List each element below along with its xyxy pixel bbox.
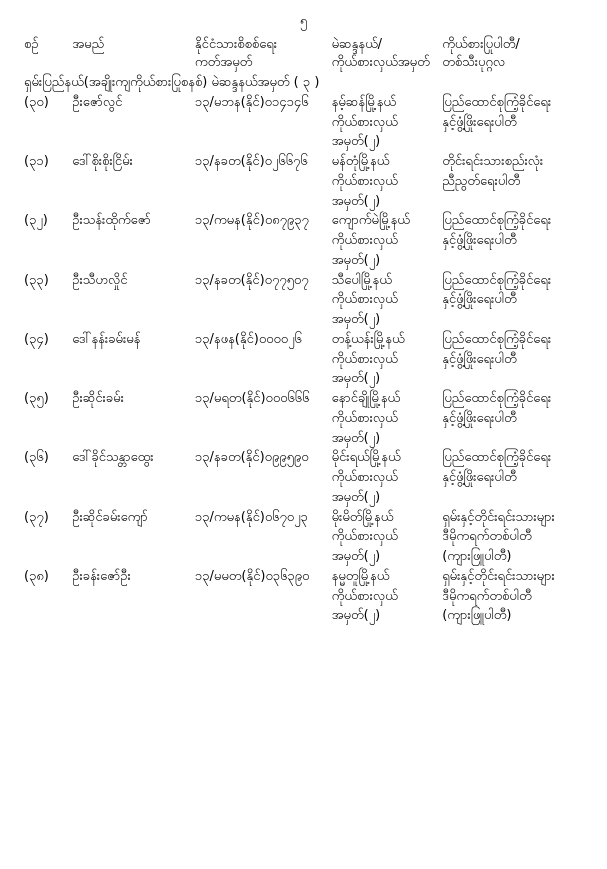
row-party-line-2: နှင့်ဖွံ့ဖြိုးရေးပါတီ bbox=[442, 292, 517, 308]
table-row bbox=[24, 152, 583, 211]
row-name: ဦးသန်းထိုက်ဇော် bbox=[72, 213, 151, 229]
table-row bbox=[24, 567, 583, 626]
table-header bbox=[24, 36, 583, 93]
row-constituency-line-1: ကျောက်မဲမြို့နယ် bbox=[331, 213, 410, 229]
row-constituency-line-3: အမှတ်(၂) bbox=[331, 134, 381, 150]
row-constituency-line-2: ကိုယ်စားလှယ် bbox=[331, 529, 398, 545]
row-constituency-line-3: အမှတ်(၂) bbox=[331, 430, 381, 446]
row-party-line-2: နှင့်ဖွံ့ဖြိုးရေးပါတီ bbox=[442, 351, 517, 367]
row-party-line-2: နှင့်ဖွံ့ဖြိုးရေးပါတီ bbox=[442, 114, 517, 130]
row-nrc: ၁၃/နခတ(နိုင်)၀၉၉၅၉၀ bbox=[194, 450, 309, 466]
row-constituency bbox=[332, 152, 443, 211]
row-party-line-3: (ကျားဖြူပါတီ) bbox=[442, 549, 512, 565]
table-row bbox=[24, 508, 583, 567]
row-party bbox=[442, 567, 583, 626]
candidate-table bbox=[24, 36, 583, 626]
column-header-name bbox=[72, 36, 195, 74]
row-party bbox=[442, 389, 583, 448]
row-name: ဒေါ်စိုးစိုးငြိမ်း bbox=[72, 154, 133, 170]
row-constituency bbox=[332, 271, 443, 330]
row-party-line-3: (ကျားဖြူပါတီ) bbox=[442, 608, 512, 624]
row-nrc: ၁၃/ကမန(နိုင်)၀၆၇၀၂၃ bbox=[194, 509, 308, 525]
row-party-line-1: ရှမ်းနှင့်တိုင်းရင်းသားများ bbox=[442, 568, 555, 584]
row-party-line-1: ပြည်ထောင်စုကြံ့ခိုင်ရေး bbox=[442, 391, 552, 407]
table-row bbox=[24, 330, 583, 389]
column-header-constituency-line-1: မဲဆန္ဒနယ်/ bbox=[331, 36, 383, 52]
row-name: ဦးခန်းဇော်ဦး bbox=[72, 568, 131, 584]
row-constituency-line-3: အမှတ်(၂) bbox=[331, 608, 381, 624]
row-constituency-line-1: မိုင်းရယ်မြို့နယ် bbox=[331, 450, 401, 466]
row-constituency-line-2: ကိုယ်စားလှယ် bbox=[331, 292, 398, 308]
row-party bbox=[442, 508, 583, 567]
row-party-line-1: တိုင်းရင်းသားစည်းလုံး bbox=[442, 154, 544, 170]
column-header-no bbox=[24, 36, 72, 74]
row-constituency-line-2: ကိုယ်စားလှယ် bbox=[331, 351, 398, 367]
row-constituency-line-3: အမှတ်(၂) bbox=[331, 193, 381, 209]
row-constituency-line-1: နမ္မတူမြို့နယ် bbox=[331, 568, 390, 584]
row-constituency bbox=[332, 93, 443, 152]
row-constituency-line-3: အမှတ်(၂) bbox=[331, 371, 381, 387]
row-constituency-line-2: ကိုယ်စားလှယ် bbox=[331, 173, 398, 189]
section-title: ရှမ်းပြည်နယ်(အချိုးကျကိုယ်စားပြုစနစ်) မဲဆန္ဒနယ်အမှတ် ( ၃ ) bbox=[24, 75, 320, 91]
table-row bbox=[24, 448, 583, 507]
row-party bbox=[442, 152, 583, 211]
row-constituency bbox=[332, 448, 443, 507]
row-name: ဦးဆိုင်ခမ်းကျော် bbox=[72, 509, 148, 525]
page-number: ၅ bbox=[299, 14, 308, 29]
row-constituency-line-2: ကိုယ်စားလှယ် bbox=[331, 410, 398, 426]
row-name: ဦးသီဟလှိုင် bbox=[72, 272, 128, 288]
row-constituency-line-2: ကိုယ်စားလှယ် bbox=[331, 233, 398, 249]
row-constituency-line-2: ကိုယ်စားလှယ် bbox=[331, 588, 398, 604]
row-no: (၃၆) bbox=[24, 450, 49, 466]
row-party-line-1: ပြည်ထောင်စုကြံ့ခိုင်ရေး bbox=[442, 331, 552, 347]
table-row bbox=[24, 93, 583, 152]
row-name: ဦးဆိုင်းခမ်း bbox=[72, 391, 124, 407]
row-constituency bbox=[332, 211, 443, 270]
column-header-nrc bbox=[195, 36, 332, 74]
row-nrc: ၁၃/နခတ(နိုင်)၀၇၇၅၀၇ bbox=[194, 272, 309, 288]
row-nrc: ၁၃/နခတ(နိုင်)၀၂၆၆၇၆ bbox=[194, 154, 308, 170]
row-nrc: ၁၃/မမတ(နိုင်)၀၃၆၃၉၀ bbox=[194, 568, 310, 584]
row-party-line-1: ပြည်ထောင်စုကြံ့ခိုင်ရေး bbox=[442, 94, 552, 110]
table-row bbox=[24, 211, 583, 270]
table-header-row bbox=[24, 36, 583, 74]
column-header-party-line-1: ကိုယ်စားပြုပါတီ/ bbox=[442, 36, 520, 52]
row-no: (၃၈) bbox=[24, 568, 49, 584]
row-constituency-line-2: ကိုယ်စားလှယ် bbox=[331, 470, 398, 486]
row-party-line-1: ရှမ်းနှင့်တိုင်းရင်းသားများ bbox=[442, 509, 555, 525]
row-no: (၃၇) bbox=[24, 509, 49, 525]
column-header-party-line-2: တစ်သီးပုဂ္ဂလ bbox=[442, 55, 506, 71]
row-nrc: ၁၃/ကမန(နိုင်)၀၈၇၉၃၇ bbox=[194, 213, 309, 229]
table-row bbox=[24, 389, 583, 448]
row-constituency bbox=[332, 389, 443, 448]
column-header-nrc-line-1: နိုင်ငံသားစိစစ်ရေး bbox=[194, 36, 278, 52]
column-header-nrc-line-2: ကတ်အမှတ် bbox=[194, 55, 253, 71]
row-nrc: ၁၃/နဖန(နိုင်)၀၀၀၀၂၆ bbox=[194, 331, 302, 347]
row-constituency-line-3: အမှတ်(၂) bbox=[331, 549, 381, 565]
row-party-line-2: နှင့်ဖွံ့ဖြိုးရေးပါတီ bbox=[442, 470, 517, 486]
row-no: (၃၃) bbox=[24, 272, 49, 288]
row-constituency bbox=[332, 330, 443, 389]
row-constituency bbox=[332, 508, 443, 567]
row-party-line-1: ပြည်ထောင်စုကြံ့ခိုင်ရေး bbox=[442, 272, 552, 288]
row-constituency-line-3: အမှတ်(၂) bbox=[331, 489, 381, 505]
row-constituency-line-3: အမှတ်(၂) bbox=[331, 312, 381, 328]
row-constituency-line-3: အမှတ်(၂) bbox=[331, 252, 381, 268]
row-party bbox=[442, 330, 583, 389]
row-constituency-line-1: သီပေါမြို့နယ် bbox=[331, 272, 392, 288]
section-title-row bbox=[24, 73, 583, 93]
row-party-line-1: ပြည်ထောင်စုကြံ့ခိုင်ရေး bbox=[442, 450, 552, 466]
row-party bbox=[442, 448, 583, 507]
row-name: ဒေါ်နန်းခမ်းမန် bbox=[72, 331, 141, 347]
row-constituency-line-1: နောင်ချိုမြို့နယ် bbox=[331, 391, 401, 407]
row-name: ဒေါ်ခိုင်သန္တာထွေး bbox=[72, 450, 154, 466]
row-no: (၃၁) bbox=[24, 154, 49, 170]
row-party-line-2: ဒီမိုကရက်တစ်ပါတီ bbox=[442, 588, 532, 604]
row-party bbox=[442, 211, 583, 270]
row-constituency-line-1: တန့်ယန်းမြို့နယ် bbox=[331, 331, 405, 347]
row-constituency bbox=[332, 567, 443, 626]
column-header-constituency-line-2: ကိုယ်စားလှယ်အမှတ် bbox=[331, 55, 430, 71]
row-constituency-line-1: မန်တုံမြို့နယ် bbox=[331, 154, 390, 170]
row-party-line-2: နှင့်ဖွံ့ဖြိုးရေးပါတီ bbox=[442, 233, 517, 249]
row-party-line-1: ပြည်ထောင်စုကြံ့ခိုင်ရေး bbox=[442, 213, 552, 229]
row-no: (၃၀) bbox=[24, 94, 49, 110]
row-party-line-2: ညီညွတ်ရေးပါတီ bbox=[442, 173, 521, 189]
column-header-party bbox=[442, 36, 583, 74]
row-party bbox=[442, 93, 583, 152]
row-no: (၃၅) bbox=[24, 391, 49, 407]
row-party-line-2: ဒီမိုကရက်တစ်ပါတီ bbox=[442, 529, 532, 545]
row-constituency-line-2: ကိုယ်စားလှယ် bbox=[331, 114, 398, 130]
row-party-line-2: နှင့်ဖွံ့ဖြိုးရေးပါတီ bbox=[442, 410, 517, 426]
row-party bbox=[442, 271, 583, 330]
column-header-no-line-1: စဥ် bbox=[24, 36, 39, 52]
row-name: ဦးဇော်လွင် bbox=[72, 94, 123, 110]
row-constituency-line-1: နမ့်ဆန်မြို့နယ် bbox=[331, 94, 397, 110]
row-no: (၃၄) bbox=[24, 331, 49, 347]
column-header-name-line-1: အမည် bbox=[72, 36, 105, 52]
table-row bbox=[24, 271, 583, 330]
row-no: (၃၂) bbox=[24, 213, 48, 229]
row-nrc: ၁၃/မရတ(နိုင်)၀၀၀၆၆၆ bbox=[194, 391, 310, 407]
table-body bbox=[24, 93, 583, 626]
row-nrc: ၁၃/မဘန(နိုင်)၀၁၄၁၄၆ bbox=[194, 94, 309, 110]
row-constituency-line-1: မိုးမိတ်မြို့နယ် bbox=[331, 509, 394, 525]
column-header-constituency bbox=[332, 36, 443, 74]
